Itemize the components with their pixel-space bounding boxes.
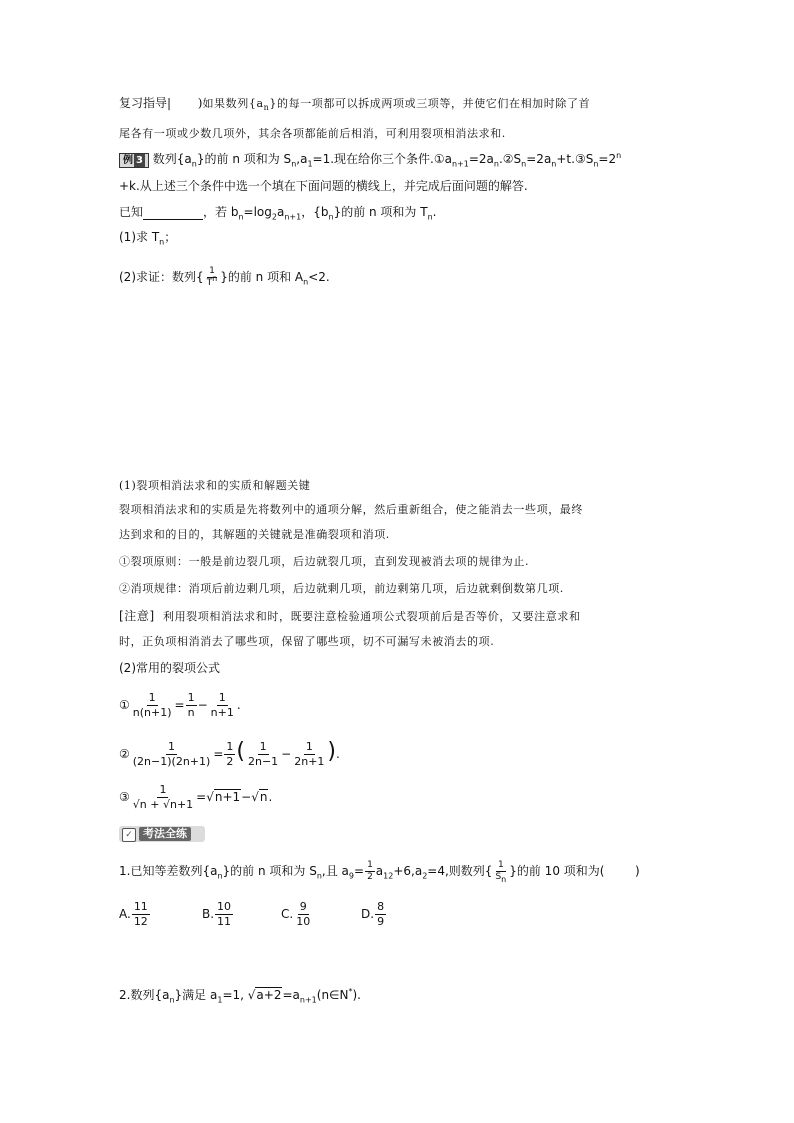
guide-label: 复习指导 <box>119 96 168 110</box>
notes-p1a: 裂项相消法求和的实质是先将数列中的通项分解，然后重新组合，使之能消去一些项，最终 <box>119 503 583 516</box>
example3-line-2: +k.从上述三个条件中选一个填在下面问题的横线上，并完成后面问题的解答. <box>119 179 528 193</box>
example-tag: 例 3 <box>119 153 149 168</box>
review-guide-line-1 <box>119 95 590 112</box>
guide-text: 如果数列$\{a_n\}$的每一项都可以拆成两项或三项等，并使它们在相加时除了首 <box>202 97 591 113</box>
check-icon: ✓ <box>122 828 136 842</box>
notes-heading-2: (2)常用的裂项公式 <box>119 661 220 675</box>
option-d[interactable]: D. $\frac{8}{9}$ <box>361 900 385 928</box>
review-guide-line-2: 尾各有一项或少数几项外，其余各项都能前后相消，可利用裂项相消法求和. <box>119 127 506 140</box>
practice-q1: 1.已知等差数列$\{a_n\}$的前 n 项和为 $S_n$,且 $a_9=$ $\frac{1}{2}$ $a_{12}+6,a_2=4$,则数列{ $\frac{1}{S_n}$ }的前 10 项和为( ) <box>119 860 640 884</box>
formula-3: ③ $\frac{1}{√n + √n+1}$ =√n+1−√n. <box>119 783 273 811</box>
practice-badge <box>119 826 205 842</box>
notes-p3: ②消项规律：消项后前边剩几项，后边就剩几项，前边剩第几项，后边就剩倒数第几项. <box>119 582 564 595</box>
example3-line-1: 例 3 数列$\{a_n\}$的前 n 项和为 $S_n,a_1=1$.现在给你三个条件$.①a_{n+1}=2a_n.②S_n=2a_n+t.③S_n=2^n$ <box>119 151 621 168</box>
badge-label: 考法全练 <box>139 827 191 841</box>
practice-q2: 2.数列$\{a_n\}$满足 $a_1=1$, $√a+2=a_{n+1}(n\in N^*)$. <box>119 987 361 1005</box>
guide-bracket: | ) <box>167 96 203 110</box>
formula-2: ② $\frac{1}{(2n-1)(2n+1)}$ = $\frac{1}{2}$ ( $\frac{1}{2n-1}$ − $\frac{1}{2n+1}$ ). <box>119 739 340 768</box>
example3-q1: (1)求 $T_n$； <box>119 230 177 247</box>
note-tag: [注意] <box>119 609 155 623</box>
notes-p1b: 达到求和的目的，其解题的关键就是准确裂项和消项. <box>119 528 390 541</box>
notes-p4a: [注意] 利用裂项相消法求和时，既要注意检验通项公式裂项前后是否等价，又要注意求和 <box>119 609 581 623</box>
fill-blank[interactable] <box>143 207 203 220</box>
option-c[interactable]: C. $\frac{9}{10}$ <box>281 900 311 928</box>
formula-1: ① $\frac{1}{n(n+1)}$ = $\frac{1}{n}$ − $\frac{1}{n+1}$ . <box>119 691 241 719</box>
notes-p4b: 时，正负项相消消去了哪些项，保留了哪些项，切不可漏写未被消去的项. <box>119 635 495 648</box>
option-b[interactable]: B. $\frac{10}{11}$ <box>202 900 232 928</box>
notes-heading-1: (1)裂项相消法求和的实质和解题关键 <box>119 479 311 492</box>
example3-q2: (2)求证：数列{ $\frac{1}{T^n}$ }的前 n 项和 $A_n<2$. <box>119 266 330 288</box>
notes-p2: ①裂项原则：一般是前边裂几项，后边就裂几项，直到发现被消去项的规律为止. <box>119 555 530 568</box>
q2-fraction: $\frac{1}{T^n}$ <box>206 266 218 288</box>
option-a[interactable]: A. $\frac{11}{12}$ <box>119 900 148 928</box>
example3-line-3: 已知 ，若 $b_n=\log_2a_{n+1}$，$\{b_n\}$的前 n 项和为 $T_n$. <box>119 205 437 222</box>
